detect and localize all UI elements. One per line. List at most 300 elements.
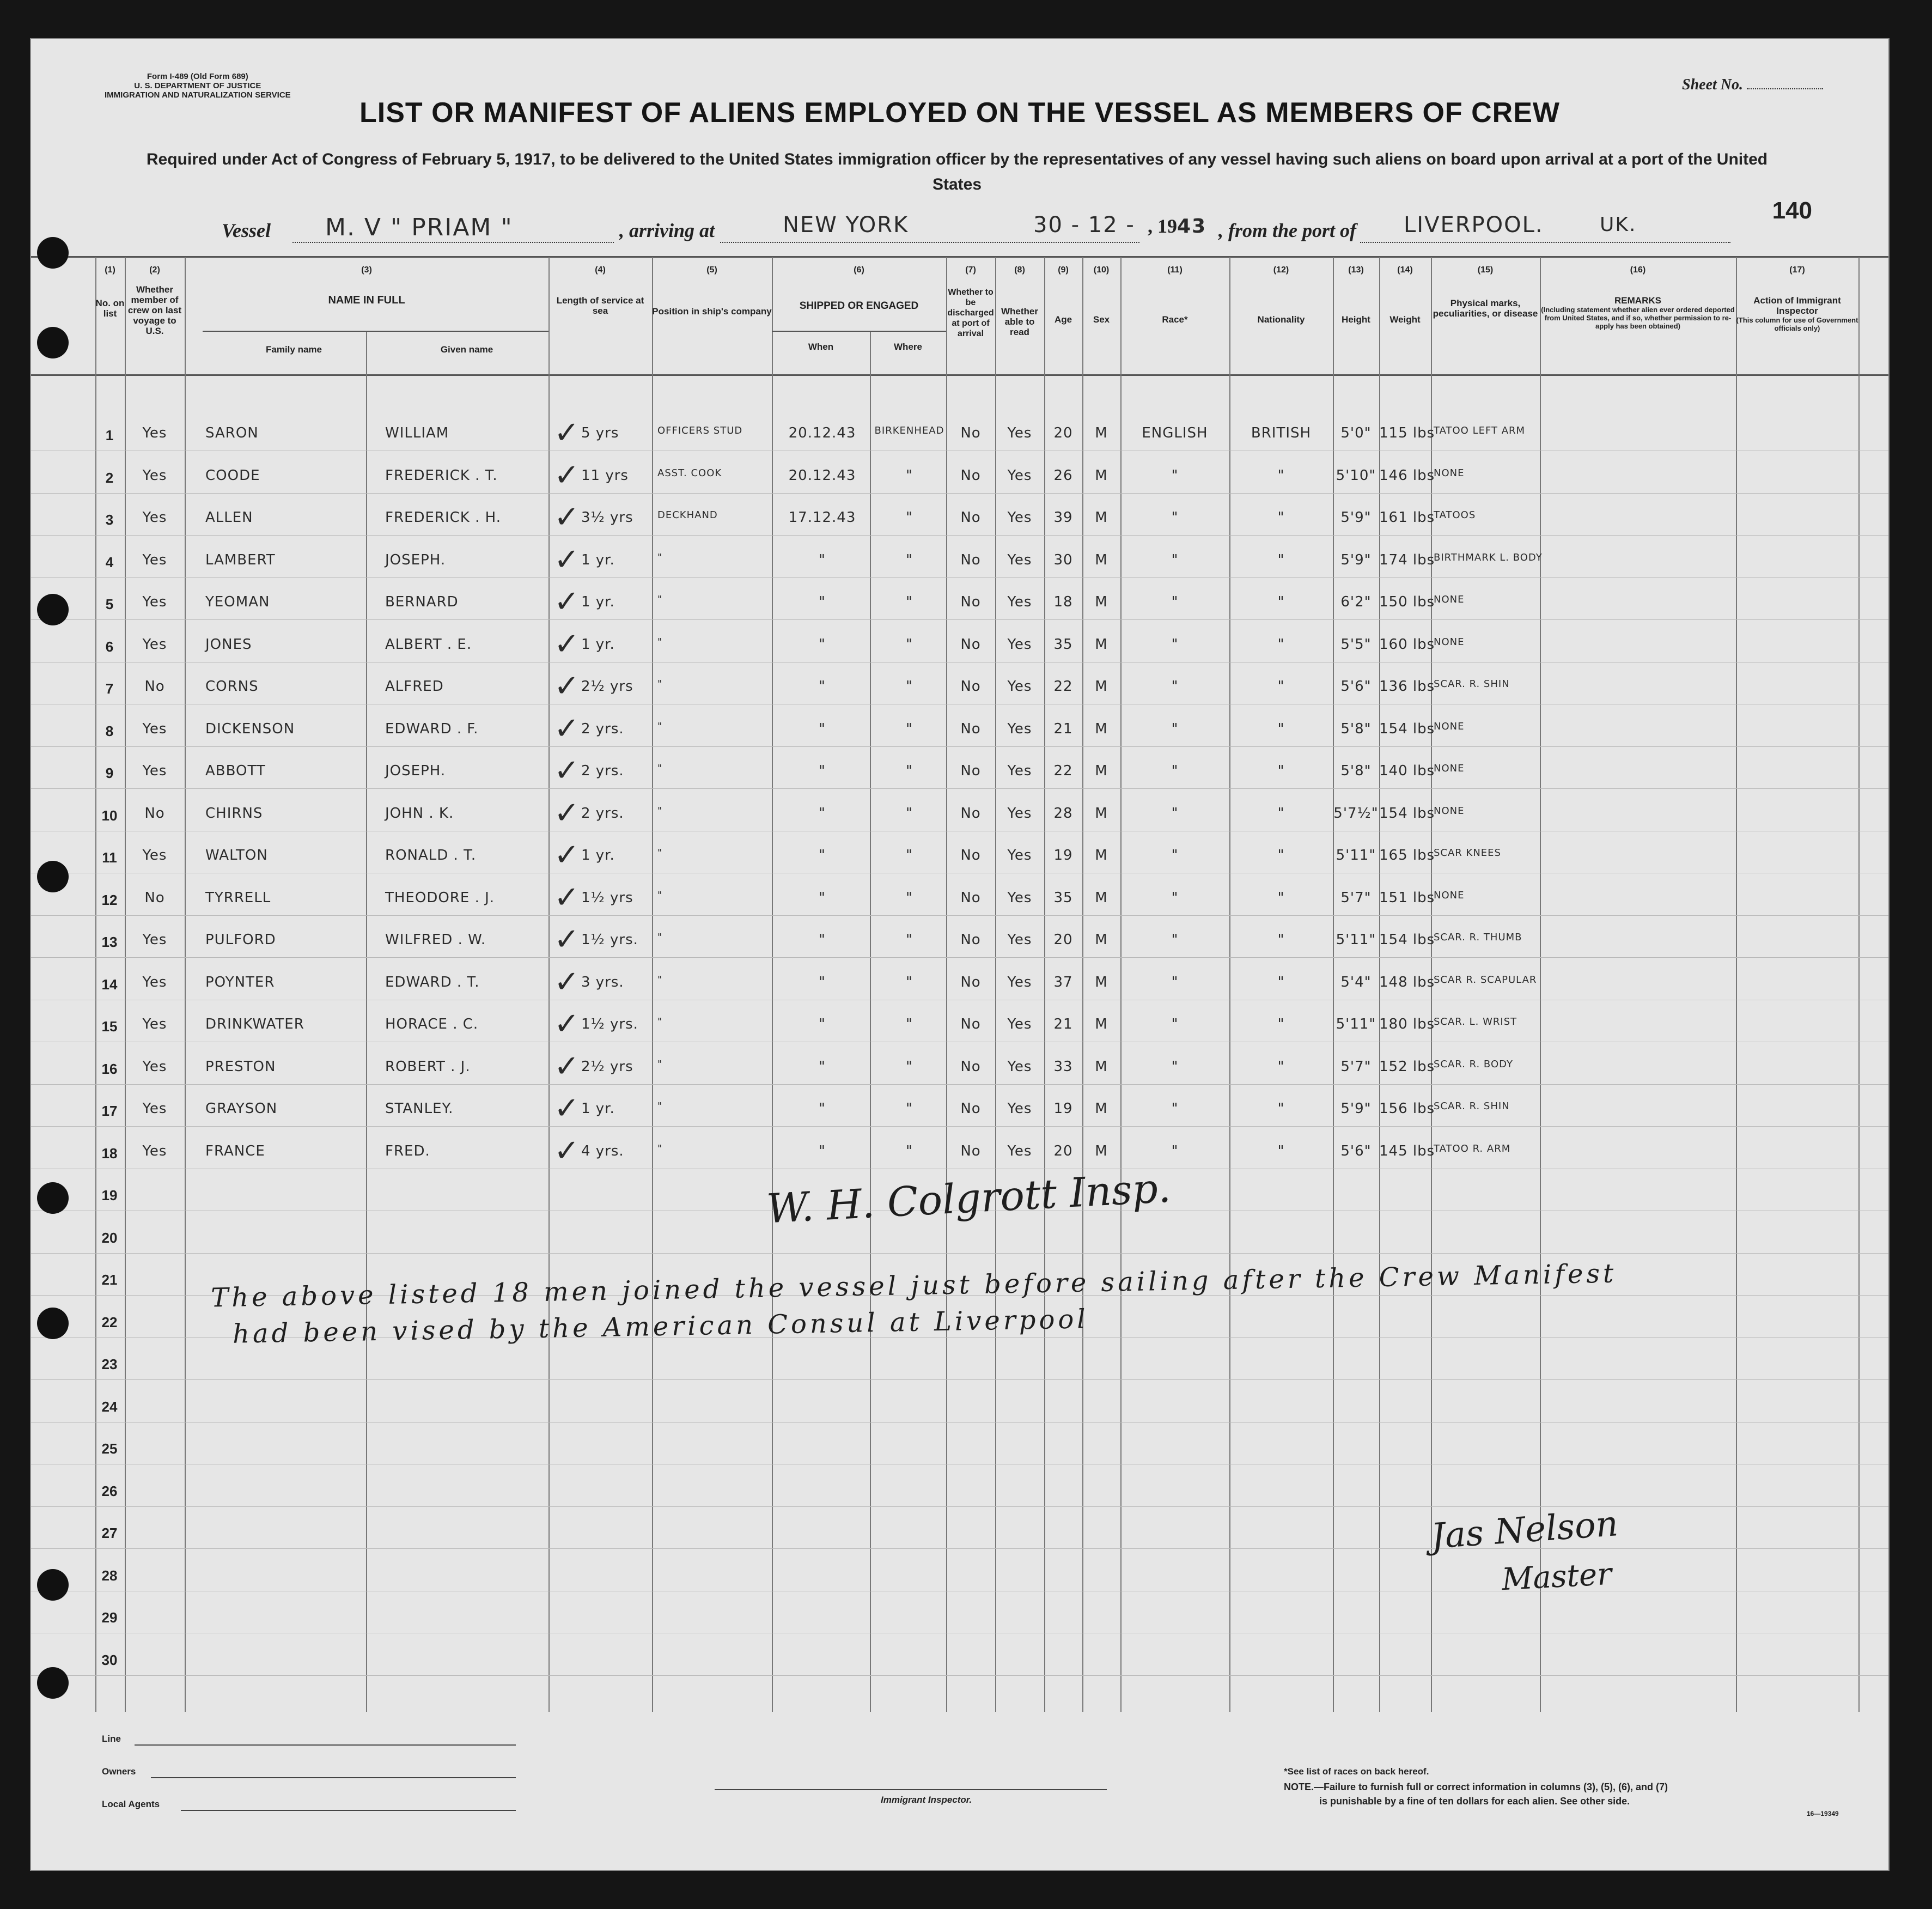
row-number: 27 bbox=[101, 1525, 118, 1541]
cell-age: 20 bbox=[1053, 1142, 1073, 1159]
cell-position: " bbox=[657, 636, 663, 648]
cell-nationality: " bbox=[1277, 678, 1285, 695]
cell-nationality: " bbox=[1277, 509, 1285, 526]
cell-family: LAMBERT bbox=[205, 551, 276, 568]
cell-race: " bbox=[1171, 974, 1179, 990]
footer-inspector-label: Immigrant Inspector. bbox=[881, 1795, 972, 1805]
document-title: LIST OR MANIFEST OF ALIENS EMPLOYED ON THE VESSEL AS MEMBERS OF CREW bbox=[359, 97, 1560, 129]
sheet-number-label: Sheet No. bbox=[1682, 76, 1823, 94]
cell-voyage: Yes bbox=[142, 467, 167, 484]
cell-nationality: " bbox=[1277, 636, 1285, 653]
cell-sex: M bbox=[1095, 1016, 1108, 1032]
cell-marks: TATOO R. ARM bbox=[1434, 1142, 1511, 1154]
cell-sex: M bbox=[1095, 763, 1108, 779]
cell-sex: M bbox=[1095, 678, 1108, 695]
cell-position: " bbox=[657, 1101, 663, 1112]
cell-position: " bbox=[657, 932, 663, 943]
cell-nationality: " bbox=[1277, 974, 1285, 990]
cell-height: 6'2" bbox=[1340, 594, 1372, 610]
cell-voyage: Yes bbox=[142, 974, 167, 990]
cell-height: 5'6" bbox=[1340, 1142, 1372, 1159]
col-header-no: No. on list bbox=[95, 298, 125, 319]
cell-sex: M bbox=[1095, 974, 1108, 990]
cell-height: 5'11" bbox=[1336, 847, 1376, 864]
cell-read: Yes bbox=[1007, 636, 1032, 653]
cell-weight: 180 lbs bbox=[1379, 1016, 1435, 1032]
row-number: 16 bbox=[101, 1060, 118, 1077]
cell-voyage: No bbox=[144, 889, 165, 906]
cell-position: " bbox=[657, 847, 663, 859]
cell-age: 19 bbox=[1053, 847, 1073, 864]
cell-sex: M bbox=[1095, 1058, 1108, 1075]
cell-read: Yes bbox=[1007, 551, 1032, 568]
cell-given: FREDERICK . H. bbox=[385, 509, 501, 526]
cell-discharged: No bbox=[960, 1016, 981, 1032]
cell-family: ALLEN bbox=[205, 509, 253, 526]
cell-race: ENGLISH bbox=[1142, 425, 1208, 441]
cell-age: 37 bbox=[1053, 974, 1073, 990]
cell-age: 21 bbox=[1053, 720, 1073, 737]
cell-marks: NONE bbox=[1434, 594, 1465, 605]
cell-when: " bbox=[819, 1058, 826, 1075]
cell-discharged: No bbox=[960, 1142, 981, 1159]
cell-given: JOHN . K. bbox=[385, 805, 454, 822]
cell-nationality: " bbox=[1277, 551, 1285, 568]
vessel-label: Vessel bbox=[222, 220, 271, 241]
check-mark-icon: ✓ bbox=[554, 964, 580, 1000]
col-header-position: Position in ship's company bbox=[652, 306, 772, 317]
cell-nationality: " bbox=[1277, 1058, 1285, 1075]
col-header-name: NAME IN FULL bbox=[328, 294, 405, 306]
cell-given: FREDERICK . T. bbox=[385, 467, 498, 484]
cell-weight: 165 lbs bbox=[1379, 847, 1435, 864]
cell-discharged: No bbox=[960, 763, 981, 779]
handwritten-note-line1: The above listed 18 men joined the vessel just before sailing after the Crew Manifest bbox=[210, 1258, 1617, 1314]
footer-owners-label: Owners bbox=[102, 1766, 136, 1777]
cell-weight: 160 lbs bbox=[1379, 636, 1435, 653]
check-mark-icon: ✓ bbox=[554, 1006, 580, 1042]
cell-where: " bbox=[906, 720, 913, 737]
cell-nationality: " bbox=[1277, 1016, 1285, 1032]
cell-position: DECKHAND bbox=[657, 509, 718, 521]
check-mark-icon: ✓ bbox=[554, 879, 580, 915]
cell-when: " bbox=[819, 932, 826, 948]
cell-age: 26 bbox=[1053, 467, 1073, 484]
col-header-sex: Sex bbox=[1093, 314, 1110, 325]
cell-position: " bbox=[657, 763, 663, 774]
row-number: 19 bbox=[101, 1187, 118, 1203]
binder-hole bbox=[37, 237, 69, 269]
binder-hole bbox=[37, 1308, 69, 1339]
cell-sex: M bbox=[1095, 551, 1108, 568]
cell-discharged: No bbox=[960, 678, 981, 695]
check-mark-icon: ✓ bbox=[554, 626, 580, 662]
col-header-age: Age bbox=[1054, 314, 1072, 325]
footer-note: NOTE.—Failure to furnish full or correct information in columns (3), (5), (6), and (7) is punishable by a fine of ten dollars for each alien. See other side. bbox=[1284, 1782, 1668, 1807]
manifest-sheet: Form I-489 (Old Form 689) U. S. DEPARTMENT OF JUSTICE IMMIGRATION AND NATURALIZATION SERVICE Sheet No. LIST OR MANIFEST OF ALIENS EMPLOYED ON THE VESSEL AS MEMBERS OF CREW Required under Act of Congress of February 5, 1917, to be delivered to the United States immigration officer by the representatives of any vessel having such aliens on board upon arrival at a port of the United States Vessel M. V " PRIAM " , arriving at NEW YORK 30 - 12 - , 1943 , from the port of LIVERPOOL. UK. 140 (1) (2) (3) (4) (5) (6) (7) (8) (9) (10) (11) (12) (13) (14) (15) (16) (17) No. on list Whether member of crew on last voyage to U.S. NAME IN FULL Family name Given name Length of service at sea Position in ship's company SHIPPED OR ENGAGED When Where Whether to be discharged at port of arrival Whether able to read Age Sex Race* Nationality Height Weight Physical marks, peculiarities, or disease REMARKS (Including statement whether alien ever ordered deported from United States, and if so, whether permission to re-apply has been obtained) Action of Immigrant Inspector (This column for use of Government officials only) 1 Yes SARON WILLIAM 5 yrs OFFICERS STUD 20.12.43 BIRKENHEAD No Yes 20 M ENGLISH BRITISH 5'0" 115 lbs TATOO LEFT ARM ✓ 2 Yes COODE FREDERICK . T. 11 yrs ASST. COOK 20.12.43 " No Yes 26 M " " 5'10" 146 lbs NONE ✓ 3 Yes ALLEN FREDERICK . H. 3½ yrs DECKHAND 17.12.43 " No Yes 39 M " " 5'9" 161 lbs TATOOS ✓ 4 Yes LAMBERT JOSEPH. 1 yr. " " " No Yes 30 M " " 5'9" 174 lbs BIRTHMARK L. BODY ✓ 5 Yes YEOMAN BERNARD 1 yr. " " " No Yes 18 M " " 6'2" 150 lbs NONE ✓ 6 Yes JONES ALBERT . E. 1 yr. " " " No Yes 35 M " " 5'5" 160 lbs NONE ✓ 7 No CORNS ALFRED 2½ yrs " " " No Yes 22 M " " 5'6" 136 lbs SCAR. R. SHIN ✓ 8 Yes DICKENSON EDWARD . F. 2 yrs. " " " No Yes 21 M " " 5'8" 154 lbs NONE ✓ 9 Yes ABBOTT JOSEPH. 2 yrs. " " " No Yes 22 M " " 5'8" 140 lbs NONE ✓ 10 No CHIRNS JOHN . K. 2 yrs. " " " No Yes 28 M " " 5'7½" 154 lbs NONE ✓ 11 Yes WALTON RONALD . T. 1 yr. " " " No Yes 19 M " " 5'11" 165 lbs SCAR KNEES ✓ 12 No TYRRELL THEODORE . J. 1½ yrs " " " No Yes 35 M " " 5'7" 151 lbs NONE ✓ 13 Yes PULFORD WILFRED . W. 1½ yrs. " " " No Yes 20 M " " 5'11" 154 lbs SCAR. R. THUMB ✓ 14 Yes POYNTER EDWARD . T. 3 yrs. " " " No Yes 37 M " " 5'4" 148 lbs SCAR R. SCAPULAR ✓ 15 Yes DRINKWATER HORACE . C. 1½ yrs. " " " No Yes 21 M " " 5'11" 180 lbs SCAR. L. WRIST ✓ 16 Yes PRESTON ROBERT . J. 2½ yrs " " " No Yes 33 M " " 5'7" 152 lbs SCAR. R. BODY ✓ 17 Yes GRAYSON STANLEY. 1 yr. " " " No Yes 19 M " " 5'9" 156 lbs SCAR. R. SHIN ✓ 18 Yes FRANCE FRED. 4 yrs. " " " No Yes 20 M " " 5'6" 145 lbs TATOO R. ARM ✓ 19 20 21 22 23 24 25 26 27 28 29 30 W. H. Colgrott Insp. The above listed 18 men joined the vessel just before sailing after the Crew Manifest had been vised by the American Consul at Liverpool Jas Nelson Master Line Owners Local Agents Immigrant Inspector. *See list of races on back hereof. NOTE.—Failure to furnish full or correct information in columns (3), (5), (6), and (7) is punishable by a fine of ten dollars for each alien. See other side. 16—19349 bbox=[30, 38, 1890, 1871]
row-number: 14 bbox=[101, 976, 118, 993]
cell-where: " bbox=[906, 509, 913, 526]
cell-position: " bbox=[657, 974, 663, 986]
master-title: Master bbox=[1501, 1556, 1613, 1598]
cell-read: Yes bbox=[1007, 467, 1032, 484]
cell-age: 20 bbox=[1053, 932, 1073, 948]
cell-weight: 151 lbs bbox=[1379, 889, 1435, 906]
cell-service: 1 yr. bbox=[581, 636, 615, 653]
row-number: 2 bbox=[105, 469, 114, 486]
cell-height: 5'7" bbox=[1340, 1058, 1372, 1075]
cell-family: CORNS bbox=[205, 678, 259, 695]
cell-weight: 152 lbs bbox=[1379, 1058, 1435, 1075]
cell-nationality: " bbox=[1277, 594, 1285, 610]
cell-given: WILFRED . W. bbox=[385, 932, 486, 948]
cell-voyage: Yes bbox=[142, 425, 167, 441]
cell-weight: 148 lbs bbox=[1379, 974, 1435, 990]
cell-race: " bbox=[1171, 720, 1179, 737]
cell-height: 5'10" bbox=[1336, 467, 1376, 484]
footer-line-label: Line bbox=[102, 1734, 121, 1744]
cell-sex: M bbox=[1095, 509, 1108, 526]
cell-service: 4 yrs. bbox=[581, 1142, 624, 1159]
row-number: 15 bbox=[101, 1018, 118, 1035]
cell-position: OFFICERS STUD bbox=[657, 425, 743, 436]
cell-nationality: " bbox=[1277, 1142, 1285, 1159]
cell-position: " bbox=[657, 1142, 663, 1154]
cell-discharged: No bbox=[960, 932, 981, 948]
cell-family: YEOMAN bbox=[205, 594, 270, 610]
cell-service: 2½ yrs bbox=[581, 1058, 633, 1075]
cell-marks: NONE bbox=[1434, 467, 1465, 479]
cell-discharged: No bbox=[960, 805, 981, 822]
cell-height: 5'0" bbox=[1340, 425, 1372, 441]
cell-sex: M bbox=[1095, 805, 1108, 822]
cell-age: 20 bbox=[1053, 425, 1073, 441]
cell-family: GRAYSON bbox=[205, 1101, 278, 1117]
cell-marks: SCAR. R. SHIN bbox=[1434, 678, 1510, 690]
cell-race: " bbox=[1171, 889, 1179, 906]
cell-race: " bbox=[1171, 1101, 1179, 1117]
cell-discharged: No bbox=[960, 1101, 981, 1117]
cell-weight: 115 lbs bbox=[1379, 425, 1435, 441]
cell-where: " bbox=[906, 805, 913, 822]
binder-hole bbox=[37, 594, 69, 625]
col-header-physical-marks: Physical marks, peculiarities, or disease bbox=[1433, 298, 1538, 319]
footer-races-note: *See list of races on back hereof. bbox=[1284, 1766, 1429, 1777]
cell-when: " bbox=[819, 847, 826, 864]
cell-service: 1½ yrs. bbox=[581, 932, 638, 948]
check-mark-icon: ✓ bbox=[554, 710, 580, 746]
cell-weight: 154 lbs bbox=[1379, 805, 1435, 822]
col-header-previous-voyage: Whether member of crew on last voyage to U.S. bbox=[127, 284, 182, 336]
footer-agents-label: Local Agents bbox=[102, 1799, 160, 1809]
cell-age: 21 bbox=[1053, 1016, 1073, 1032]
cell-weight: 154 lbs bbox=[1379, 720, 1435, 737]
cell-given: HORACE . C. bbox=[385, 1016, 479, 1032]
row-number: 1 bbox=[105, 427, 114, 443]
departure-port: LIVERPOOL. bbox=[1404, 212, 1544, 238]
cell-given: STANLEY. bbox=[385, 1101, 454, 1117]
cell-discharged: No bbox=[960, 1058, 981, 1075]
cell-service: 2 yrs. bbox=[581, 720, 624, 737]
cell-where: " bbox=[906, 1058, 913, 1075]
cell-position: " bbox=[657, 805, 663, 817]
inspector-signature: W. H. Colgrott Insp. bbox=[765, 1164, 1172, 1233]
cell-marks: SCAR. R. SHIN bbox=[1434, 1101, 1510, 1112]
check-mark-icon: ✓ bbox=[554, 795, 580, 831]
cell-given: JOSEPH. bbox=[385, 763, 446, 779]
cell-voyage: Yes bbox=[142, 847, 167, 864]
cell-family: POYNTER bbox=[205, 974, 275, 990]
cell-voyage: Yes bbox=[142, 636, 167, 653]
col-header-discharged: Whether to be discharged at port of arrival bbox=[947, 288, 994, 338]
cell-weight: 174 lbs bbox=[1379, 551, 1435, 568]
cell-height: 5'8" bbox=[1340, 720, 1372, 737]
cell-weight: 145 lbs bbox=[1379, 1142, 1435, 1159]
row-number: 8 bbox=[105, 722, 114, 739]
cell-marks: NONE bbox=[1434, 763, 1465, 774]
row-number: 23 bbox=[101, 1356, 118, 1372]
cell-nationality: BRITISH bbox=[1251, 425, 1312, 441]
col-header-shipped: SHIPPED OR ENGAGED bbox=[799, 300, 919, 312]
check-mark-icon: ✓ bbox=[554, 1091, 580, 1126]
cell-age: 35 bbox=[1053, 636, 1073, 653]
row-number: 29 bbox=[101, 1609, 118, 1626]
cell-given: EDWARD . F. bbox=[385, 720, 479, 737]
cell-discharged: No bbox=[960, 974, 981, 990]
cell-family: TYRRELL bbox=[205, 889, 271, 906]
check-mark-icon: ✓ bbox=[554, 1133, 580, 1169]
row-number: 11 bbox=[102, 849, 117, 866]
check-mark-icon: ✓ bbox=[554, 837, 580, 873]
cell-sex: M bbox=[1095, 1142, 1108, 1159]
cell-position: " bbox=[657, 1058, 663, 1070]
cell-voyage: Yes bbox=[142, 1058, 167, 1075]
cell-family: DICKENSON bbox=[205, 720, 295, 737]
cell-where: " bbox=[906, 636, 913, 653]
cell-sex: M bbox=[1095, 847, 1108, 864]
cell-voyage: No bbox=[144, 678, 165, 695]
cell-height: 5'9" bbox=[1340, 551, 1372, 568]
cell-weight: 154 lbs bbox=[1379, 932, 1435, 948]
cell-height: 5'5" bbox=[1340, 636, 1372, 653]
cell-given: ROBERT . J. bbox=[385, 1058, 471, 1075]
cell-race: " bbox=[1171, 509, 1179, 526]
cell-discharged: No bbox=[960, 594, 981, 610]
col-header-height: Height bbox=[1342, 314, 1370, 325]
check-mark-icon: ✓ bbox=[554, 415, 580, 451]
cell-service: 2 yrs. bbox=[581, 805, 624, 822]
cell-voyage: Yes bbox=[142, 551, 167, 568]
cell-when: " bbox=[819, 889, 826, 906]
row-number: 22 bbox=[101, 1314, 118, 1330]
cell-service: 5 yrs bbox=[581, 425, 619, 441]
cell-nationality: " bbox=[1277, 467, 1285, 484]
cell-family: WALTON bbox=[205, 847, 268, 864]
cell-age: 33 bbox=[1053, 1058, 1073, 1075]
binder-hole bbox=[37, 1667, 69, 1699]
cell-discharged: No bbox=[960, 467, 981, 484]
cell-race: " bbox=[1171, 1142, 1179, 1159]
cell-age: 30 bbox=[1053, 551, 1073, 568]
cell-given: RONALD . T. bbox=[385, 847, 477, 864]
cell-nationality: " bbox=[1277, 847, 1285, 864]
check-mark-icon: ✓ bbox=[554, 542, 580, 577]
cell-race: " bbox=[1171, 763, 1179, 779]
cell-given: BERNARD bbox=[385, 594, 459, 610]
row-number: 17 bbox=[101, 1103, 118, 1119]
cell-age: 22 bbox=[1053, 763, 1073, 779]
check-mark-icon: ✓ bbox=[554, 922, 580, 957]
cell-read: Yes bbox=[1007, 1101, 1032, 1117]
cell-marks: TATOOS bbox=[1434, 509, 1476, 521]
col-header-remarks: REMARKS (Including statement whether alien ever ordered deported from United States, and if so, whether permission to re-apply has been obtained) bbox=[1541, 295, 1735, 330]
cell-service: 1 yr. bbox=[581, 551, 615, 568]
row-number: 18 bbox=[101, 1145, 118, 1162]
cell-where: " bbox=[906, 1142, 913, 1159]
cell-where: " bbox=[906, 1016, 913, 1032]
cell-age: 22 bbox=[1053, 678, 1073, 695]
row-number: 24 bbox=[101, 1398, 118, 1415]
cell-given: THEODORE . J. bbox=[385, 889, 495, 906]
col-header-when: When bbox=[808, 342, 834, 352]
cell-position: " bbox=[657, 551, 663, 563]
cell-when: " bbox=[819, 594, 826, 610]
cell-service: 2½ yrs bbox=[581, 678, 633, 695]
cell-height: 5'4" bbox=[1340, 974, 1372, 990]
cell-service: 1½ yrs bbox=[581, 889, 633, 906]
cell-weight: 146 lbs bbox=[1379, 467, 1435, 484]
cell-where: " bbox=[906, 551, 913, 568]
row-number: 10 bbox=[101, 807, 118, 824]
cell-age: 39 bbox=[1053, 509, 1073, 526]
cell-race: " bbox=[1171, 594, 1179, 610]
departure-country: UK. bbox=[1600, 214, 1637, 236]
cell-height: 5'7" bbox=[1340, 889, 1372, 906]
col-header-weight: Weight bbox=[1389, 314, 1421, 325]
check-mark-icon: ✓ bbox=[554, 584, 580, 619]
cell-when: " bbox=[819, 551, 826, 568]
cell-service: 1 yr. bbox=[581, 1101, 615, 1117]
check-mark-icon: ✓ bbox=[554, 1048, 580, 1084]
row-number: 4 bbox=[105, 554, 114, 570]
cell-read: Yes bbox=[1007, 1016, 1032, 1032]
cell-height: 5'7½" bbox=[1333, 805, 1379, 822]
cell-marks: SCAR. L. WRIST bbox=[1434, 1016, 1517, 1028]
cell-height: 5'11" bbox=[1336, 932, 1376, 948]
cell-position: " bbox=[657, 720, 663, 732]
cell-race: " bbox=[1171, 467, 1179, 484]
cell-height: 5'11" bbox=[1336, 1016, 1376, 1032]
cell-given: ALFRED bbox=[385, 678, 444, 695]
binder-hole bbox=[37, 861, 69, 892]
row-number: 25 bbox=[101, 1440, 118, 1457]
cell-race: " bbox=[1171, 805, 1179, 822]
cell-sex: M bbox=[1095, 932, 1108, 948]
cell-family: SARON bbox=[205, 425, 259, 441]
cell-race: " bbox=[1171, 932, 1179, 948]
cell-age: 35 bbox=[1053, 889, 1073, 906]
col-header-nationality: Nationality bbox=[1257, 314, 1305, 325]
row-number: 6 bbox=[105, 638, 114, 655]
col-header-where: Where bbox=[894, 342, 922, 352]
row-number: 5 bbox=[105, 596, 114, 612]
cell-read: Yes bbox=[1007, 889, 1032, 906]
cell-family: JONES bbox=[205, 636, 252, 653]
check-mark-icon: ✓ bbox=[554, 753, 580, 788]
cell-age: 19 bbox=[1053, 1101, 1073, 1117]
cell-sex: M bbox=[1095, 1101, 1108, 1117]
cell-given: EDWARD . T. bbox=[385, 974, 480, 990]
cell-read: Yes bbox=[1007, 594, 1032, 610]
cell-sex: M bbox=[1095, 889, 1108, 906]
cell-when: " bbox=[819, 805, 826, 822]
cell-service: 2 yrs. bbox=[581, 763, 624, 779]
cell-where: " bbox=[906, 594, 913, 610]
cell-where: " bbox=[906, 974, 913, 990]
cell-marks: NONE bbox=[1434, 805, 1465, 817]
cell-marks: NONE bbox=[1434, 889, 1465, 901]
from-port-label: , from the port of bbox=[1218, 220, 1357, 241]
cell-family: DRINKWATER bbox=[205, 1016, 304, 1032]
cell-when: " bbox=[819, 720, 826, 737]
document-subtitle: Required under Act of Congress of February 5, 1917, to be delivered to the United States immigration officer by the representatives of any vessel having such aliens on board upon arrival at a port of the United States bbox=[146, 150, 1768, 193]
cell-voyage: Yes bbox=[142, 763, 167, 779]
cell-marks: NONE bbox=[1434, 720, 1465, 732]
cell-weight: 150 lbs bbox=[1379, 594, 1435, 610]
cell-height: 5'9" bbox=[1340, 509, 1372, 526]
cell-race: " bbox=[1171, 636, 1179, 653]
row-number: 9 bbox=[105, 765, 114, 781]
cell-weight: 136 lbs bbox=[1379, 678, 1435, 695]
col-header-given-name: Given name bbox=[440, 344, 493, 355]
cell-read: Yes bbox=[1007, 932, 1032, 948]
cell-height: 5'8" bbox=[1340, 763, 1372, 779]
cell-read: Yes bbox=[1007, 1142, 1032, 1159]
cell-voyage: Yes bbox=[142, 720, 167, 737]
cell-nationality: " bbox=[1277, 932, 1285, 948]
cell-when: " bbox=[819, 1101, 826, 1117]
cell-marks: SCAR KNEES bbox=[1434, 847, 1501, 859]
cell-sex: M bbox=[1095, 720, 1108, 737]
cell-race: " bbox=[1171, 1058, 1179, 1075]
cell-when: " bbox=[819, 1142, 826, 1159]
cell-discharged: No bbox=[960, 847, 981, 864]
cell-discharged: No bbox=[960, 551, 981, 568]
cell-given: WILLIAM bbox=[385, 425, 449, 441]
cell-sex: M bbox=[1095, 594, 1108, 610]
binder-hole bbox=[37, 327, 69, 358]
cell-voyage: Yes bbox=[142, 1016, 167, 1032]
cell-marks: NONE bbox=[1434, 636, 1465, 648]
cell-where: " bbox=[906, 889, 913, 906]
cell-discharged: No bbox=[960, 509, 981, 526]
cell-service: 3½ yrs bbox=[581, 509, 633, 526]
cell-read: Yes bbox=[1007, 805, 1032, 822]
cell-read: Yes bbox=[1007, 509, 1032, 526]
cell-marks: SCAR R. SCAPULAR bbox=[1434, 974, 1537, 986]
cell-age: 28 bbox=[1053, 805, 1073, 822]
cell-read: Yes bbox=[1007, 974, 1032, 990]
col-header-family-name: Family name bbox=[266, 344, 322, 355]
cell-marks: SCAR. R. BODY bbox=[1434, 1058, 1513, 1070]
cell-read: Yes bbox=[1007, 1058, 1032, 1075]
cell-position: ASST. COOK bbox=[657, 467, 722, 479]
cell-sex: M bbox=[1095, 467, 1108, 484]
cell-service: 3 yrs. bbox=[581, 974, 624, 990]
cell-family: CHIRNS bbox=[205, 805, 263, 822]
cell-when: " bbox=[819, 974, 826, 990]
cell-marks: BIRTHMARK L. BODY bbox=[1434, 551, 1543, 563]
